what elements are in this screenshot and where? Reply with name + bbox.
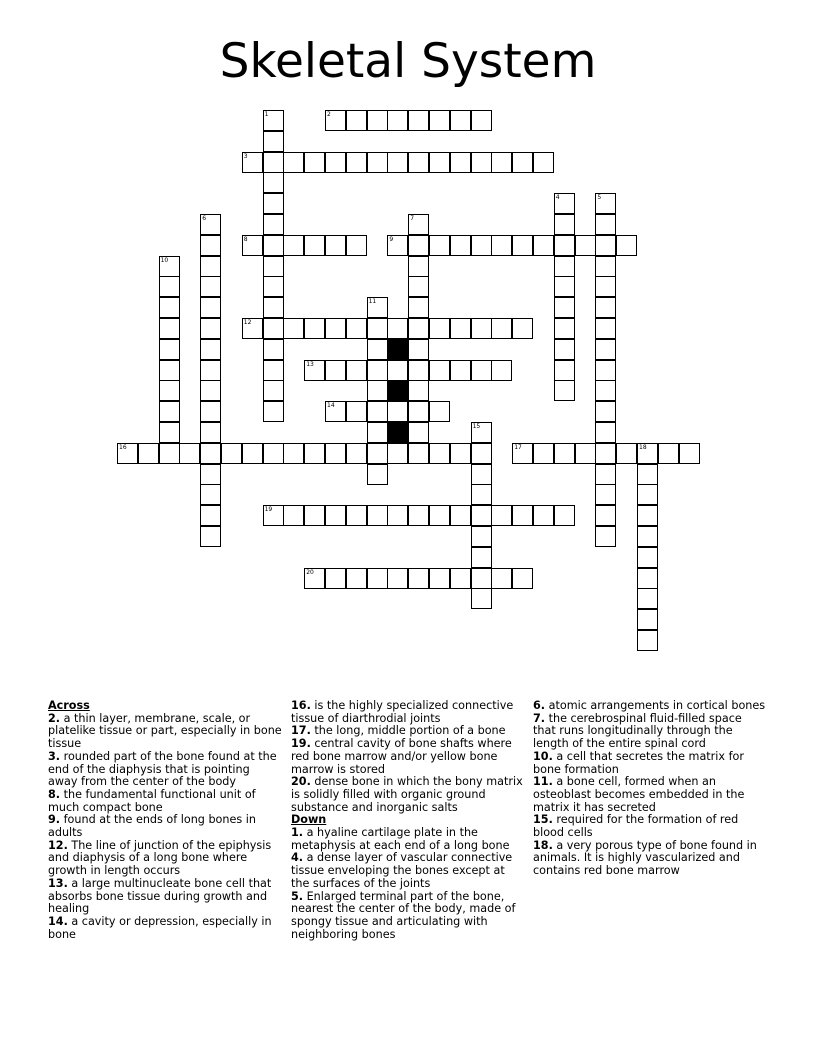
down-clue (533, 840, 767, 878)
grid-cell[interactable] (512, 152, 533, 173)
clue-number: 19. (291, 737, 311, 751)
clue-number-label: 3 (243, 152, 248, 160)
grid-cell[interactable] (367, 318, 388, 339)
grid-cell[interactable] (471, 318, 492, 339)
clue-number: 11. (533, 775, 553, 789)
grid-cell[interactable] (325, 110, 346, 131)
grid-cell[interactable] (408, 110, 429, 131)
grid-cell[interactable] (471, 568, 492, 589)
clue-text: a cavity or depression, especially in bone (48, 914, 272, 941)
grid-cell[interactable] (159, 318, 180, 339)
grid-cell[interactable] (304, 152, 325, 173)
grid-cell[interactable] (595, 193, 616, 214)
puzzle-title: Skeletal System (219, 34, 597, 89)
clue-number: 2. (48, 711, 61, 725)
grid-cell[interactable] (263, 380, 284, 401)
grid-cell[interactable] (491, 360, 512, 381)
across-clue (48, 713, 282, 751)
grid-cell[interactable] (429, 360, 450, 381)
grid-cell[interactable] (325, 152, 346, 173)
clue-number-label: 8 (243, 235, 248, 243)
grid-cell[interactable] (408, 568, 429, 589)
grid-cell[interactable] (429, 318, 450, 339)
grid-cell[interactable] (575, 235, 596, 256)
grid-cell[interactable] (471, 484, 492, 505)
across-clue (48, 751, 282, 789)
grid-cell[interactable] (658, 443, 679, 464)
grid-cell[interactable] (346, 568, 367, 589)
down-clue (291, 852, 525, 890)
grid-cell[interactable] (200, 360, 221, 381)
grid-cell[interactable] (408, 401, 429, 422)
grid-cell[interactable] (595, 464, 616, 485)
clue-number: 4. (291, 851, 304, 865)
grid-cell[interactable] (242, 443, 263, 464)
across-clue (48, 789, 282, 814)
grid-cell[interactable] (408, 235, 429, 256)
clue-number-label: 16 (119, 443, 127, 451)
grid-cell[interactable] (450, 568, 471, 589)
down-heading: Down (291, 813, 327, 827)
grid-cell[interactable] (263, 152, 284, 173)
clue-text: found at the ends of long bones in adults (48, 813, 256, 840)
grid-cell[interactable] (387, 318, 408, 339)
grid-cell[interactable] (471, 235, 492, 256)
grid-cell[interactable] (575, 443, 596, 464)
grid-cell[interactable] (429, 152, 450, 173)
grid-cell[interactable] (263, 360, 284, 381)
grid-cell[interactable] (429, 505, 450, 526)
grid-cell[interactable] (346, 152, 367, 173)
grid-cell[interactable] (408, 297, 429, 318)
clue-number-label: 5 (597, 194, 602, 202)
grid-cell[interactable] (283, 152, 304, 173)
grid-cell[interactable] (595, 214, 616, 235)
grid-cell[interactable] (367, 152, 388, 173)
grid-cell[interactable] (159, 360, 180, 381)
grid-cell[interactable] (325, 235, 346, 256)
clue-number: 10. (533, 749, 553, 763)
grid-cell[interactable] (387, 360, 408, 381)
grid-cell[interactable] (367, 110, 388, 131)
grid-cell[interactable] (491, 505, 512, 526)
clue-number-label: 2 (327, 111, 331, 118)
grid-cell[interactable] (367, 297, 388, 318)
grid-cell[interactable] (595, 256, 616, 277)
grid-cell[interactable] (367, 443, 388, 464)
grid-cell[interactable] (263, 297, 284, 318)
clue-text: required for the formation of red blood cells (533, 813, 739, 840)
grid-cell[interactable] (450, 235, 471, 256)
grid-cell[interactable] (200, 297, 221, 318)
clue-text: a cell that secretes the matrix for bone formation (533, 749, 744, 776)
grid-cell[interactable] (554, 318, 575, 339)
clue-number: 6. (533, 699, 546, 712)
grid-cell[interactable] (471, 547, 492, 568)
grid-cell[interactable] (367, 360, 388, 381)
grid-cell[interactable] (595, 339, 616, 360)
clue-number: 12. (48, 838, 68, 852)
across-heading: Across (48, 699, 90, 712)
grid-cell[interactable] (616, 443, 637, 464)
grid-cell[interactable] (512, 505, 533, 526)
grid-cell[interactable] (200, 464, 221, 485)
grid-cell[interactable] (450, 318, 471, 339)
grid-cell[interactable] (304, 360, 325, 381)
grid-cell[interactable] (471, 464, 492, 485)
grid-cell[interactable] (450, 152, 471, 173)
grid-cell[interactable] (471, 422, 492, 443)
clue-number: 15. (533, 813, 553, 827)
grid-cell[interactable] (491, 235, 512, 256)
clue-number-label: 6 (202, 215, 207, 222)
grid-cell[interactable] (159, 422, 180, 443)
down-clue (533, 814, 767, 839)
grid-cell[interactable] (554, 214, 575, 235)
across-clue (291, 700, 525, 725)
grid-cell[interactable] (637, 588, 658, 609)
across-clue (48, 878, 282, 916)
grid-cell[interactable] (471, 443, 492, 464)
grid-cell[interactable] (408, 276, 429, 297)
grid-cell[interactable] (471, 526, 492, 547)
grid-cell[interactable] (595, 505, 616, 526)
grid-cell[interactable] (408, 380, 429, 401)
grid-cell[interactable] (387, 152, 408, 173)
clue-text: a dense layer of vascular connective tissue enveloping the bones except at the surfaces of the joints (291, 851, 513, 890)
grid-cell[interactable] (554, 443, 575, 464)
across-clue (48, 814, 282, 839)
grid-cell[interactable] (450, 360, 471, 381)
grid-cell[interactable] (367, 380, 388, 401)
grid-cell[interactable] (304, 568, 325, 589)
black-square (387, 380, 408, 401)
grid-cell[interactable] (408, 318, 429, 339)
grid-cell[interactable] (263, 235, 284, 256)
grid-cell[interactable] (554, 360, 575, 381)
grid-cell[interactable] (159, 339, 180, 360)
grid-cell[interactable] (387, 443, 408, 464)
grid-cell[interactable] (533, 152, 554, 173)
grid-cell[interactable] (200, 256, 221, 277)
grid-cell[interactable] (512, 568, 533, 589)
black-square (387, 339, 408, 360)
clue-text: dense bone in which the bony matrix is solidly filled with organic ground substance and inorganic salts (291, 775, 523, 814)
grid-cell[interactable] (367, 568, 388, 589)
clue-number: 7. (533, 711, 546, 725)
grid-cell[interactable] (595, 318, 616, 339)
across-clue (291, 776, 525, 814)
grid-cell[interactable] (200, 484, 221, 505)
grid-cell[interactable] (346, 505, 367, 526)
grid-cell[interactable] (263, 318, 284, 339)
grid-cell[interactable] (450, 110, 471, 131)
clue-text: a hyaline cartilage plate in the metaphysis at each end of a long bone (291, 826, 510, 852)
grid-cell[interactable] (637, 484, 658, 505)
grid-cell[interactable] (200, 380, 221, 401)
grid-cell[interactable] (159, 256, 180, 277)
clue-number-label: 4 (555, 194, 560, 202)
clue-text: atomic arrangements in cortical bones (545, 699, 766, 712)
grid-cell[interactable] (387, 505, 408, 526)
grid-cell[interactable] (263, 401, 284, 422)
clue-text: The line of junction of the epiphysis and diaphysis of a long bone where growth in length occurs (48, 838, 272, 878)
grid-cell[interactable] (471, 152, 492, 173)
grid-cell[interactable] (554, 256, 575, 277)
down-clue (533, 713, 767, 751)
grid-cell[interactable] (512, 443, 533, 464)
grid-cell[interactable] (200, 401, 221, 422)
grid-cell[interactable] (429, 401, 450, 422)
clue-text: a large multinucleate bone cell that absorbs bone tissue during growth and healing (48, 876, 272, 916)
grid-cell[interactable] (533, 235, 554, 256)
clue-text: the long, middle portion of a bone (310, 724, 506, 738)
clue-text: central cavity of bone shafts where red bone marrow and/or yellow bone marrow is stored (291, 737, 512, 776)
grid-cell[interactable] (304, 505, 325, 526)
clue-number: 5. (291, 889, 304, 903)
grid-cell[interactable] (325, 360, 346, 381)
clue-number-label: 1 (264, 111, 269, 118)
grid-cell[interactable] (637, 443, 658, 464)
grid-cell[interactable] (408, 505, 429, 526)
grid-cell[interactable] (242, 235, 263, 256)
clue-number-label: 12 (243, 319, 252, 326)
grid-cell[interactable] (159, 443, 180, 464)
clue-number-label: 7 (410, 215, 415, 222)
down-clue (291, 891, 525, 942)
grid-cell[interactable] (387, 110, 408, 131)
clue-number-label: 14 (327, 402, 335, 410)
grid-cell[interactable] (367, 339, 388, 360)
clue-number-label: 15 (472, 423, 481, 430)
black-square (387, 422, 408, 443)
grid-cell[interactable] (429, 443, 450, 464)
clue-text: the cerebrospinal fluid-filled space that runs longitudinally through the length of the entire spinal cord (533, 711, 742, 751)
grid-cell[interactable] (491, 318, 512, 339)
grid-cell[interactable] (367, 505, 388, 526)
grid-cell[interactable] (346, 360, 367, 381)
grid-cell[interactable] (637, 547, 658, 568)
grid-cell[interactable] (595, 401, 616, 422)
grid-cell[interactable] (242, 152, 263, 173)
grid-cell[interactable] (533, 505, 554, 526)
grid-cell[interactable] (471, 505, 492, 526)
clues-column-2 (291, 700, 525, 941)
grid-cell[interactable] (637, 609, 658, 630)
grid-cell[interactable] (304, 443, 325, 464)
grid-cell[interactable] (408, 360, 429, 381)
grid-cell[interactable] (242, 318, 263, 339)
grid-cell[interactable] (200, 422, 221, 443)
grid-cell[interactable] (554, 380, 575, 401)
grid-cell[interactable] (304, 235, 325, 256)
grid-cell[interactable] (387, 568, 408, 589)
grid-cell[interactable] (616, 235, 637, 256)
grid-cell[interactable] (221, 443, 242, 464)
grid-cell[interactable] (637, 630, 658, 651)
grid-cell[interactable] (179, 443, 200, 464)
grid-cell[interactable] (595, 297, 616, 318)
grid-cell[interactable] (159, 276, 180, 297)
grid-cell[interactable] (471, 588, 492, 609)
clue-number: 13. (48, 876, 68, 890)
grid-cell[interactable] (408, 256, 429, 277)
grid-cell[interactable] (471, 360, 492, 381)
grid-cell[interactable] (138, 443, 159, 464)
grid-cell[interactable] (346, 110, 367, 131)
grid-cell[interactable] (263, 110, 284, 131)
clues-column-3 (533, 700, 767, 878)
clue-text: a thin layer, membrane, scale, or platelike tissue or part, especially in bone tissue (48, 711, 282, 751)
clue-number: 20. (291, 775, 311, 789)
grid-cell[interactable] (595, 276, 616, 297)
grid-cell[interactable] (346, 443, 367, 464)
clue-number-label: 9 (389, 235, 394, 243)
clue-number: 9. (48, 813, 61, 827)
grid-cell[interactable] (595, 235, 616, 256)
grid-cell[interactable] (263, 214, 284, 235)
grid-cell[interactable] (387, 401, 408, 422)
grid-cell[interactable] (637, 464, 658, 485)
grid-cell[interactable] (263, 172, 284, 193)
clue-text: a bone cell, formed when an osteoblast becomes embedded in the matrix it has secreted (533, 775, 745, 814)
grid-cell[interactable] (429, 568, 450, 589)
grid-cell[interactable] (263, 443, 284, 464)
clue-text: is the highly specialized connective tissue of diarthrodial joints (291, 699, 514, 725)
grid-cell[interactable] (491, 568, 512, 589)
grid-cell[interactable] (554, 339, 575, 360)
grid-cell[interactable] (595, 443, 616, 464)
grid-cell[interactable] (533, 443, 554, 464)
grid-cell[interactable] (491, 152, 512, 173)
clue-number: 17. (291, 724, 311, 738)
grid-cell[interactable] (554, 276, 575, 297)
clue-number-label: 10 (160, 256, 169, 264)
clue-number: 8. (48, 787, 61, 801)
grid-cell[interactable] (159, 380, 180, 401)
clue-number: 18. (533, 838, 553, 852)
grid-cell[interactable] (367, 464, 388, 485)
grid-cell[interactable] (263, 505, 284, 526)
grid-cell[interactable] (159, 401, 180, 422)
grid-cell[interactable] (200, 235, 221, 256)
grid-cell[interactable] (325, 505, 346, 526)
grid-cell[interactable] (408, 422, 429, 443)
grid-cell[interactable] (367, 401, 388, 422)
grid-cell[interactable] (637, 505, 658, 526)
grid-cell[interactable] (554, 297, 575, 318)
across-clue (48, 916, 282, 941)
grid-cell[interactable] (595, 526, 616, 547)
grid-cell[interactable] (346, 235, 367, 256)
clue-number-label: 19 (264, 506, 273, 514)
grid-cell[interactable] (554, 235, 575, 256)
grid-cell[interactable] (408, 152, 429, 173)
clue-text: a very porous type of bone found in animals. It is highly vascularized and contains red bone marrow (533, 838, 757, 878)
grid-cell[interactable] (200, 443, 221, 464)
grid-cell[interactable] (200, 526, 221, 547)
grid-cell[interactable] (263, 131, 284, 152)
clue-number-label: 17 (514, 443, 522, 451)
grid-cell[interactable] (325, 318, 346, 339)
grid-cell[interactable] (325, 401, 346, 422)
grid-cell[interactable] (554, 193, 575, 214)
grid-cell[interactable] (512, 318, 533, 339)
grid-cell[interactable] (637, 568, 658, 589)
grid-cell[interactable] (408, 443, 429, 464)
grid-cell[interactable] (408, 214, 429, 235)
grid-cell[interactable] (595, 380, 616, 401)
clue-number-label: 13 (306, 360, 314, 368)
grid-cell[interactable] (679, 443, 700, 464)
grid-cell[interactable] (595, 360, 616, 381)
grid-cell[interactable] (387, 235, 408, 256)
grid-cell[interactable] (471, 110, 492, 131)
grid-cell[interactable] (325, 443, 346, 464)
clue-text: rounded part of the bone found at the end of the diaphysis that is pointing away from the center of the body (48, 749, 277, 789)
grid-cell[interactable] (117, 443, 138, 464)
clue-number: 16. (291, 699, 311, 712)
grid-cell[interactable] (283, 443, 304, 464)
grid-cell[interactable] (367, 422, 388, 443)
grid-cell[interactable] (263, 339, 284, 360)
grid-cell[interactable] (450, 505, 471, 526)
grid-cell[interactable] (346, 401, 367, 422)
grid-cell[interactable] (200, 505, 221, 526)
grid-cell[interactable] (200, 318, 221, 339)
down-clue (533, 776, 767, 814)
grid-cell[interactable] (450, 443, 471, 464)
grid-cell[interactable] (200, 339, 221, 360)
grid-cell[interactable] (595, 484, 616, 505)
grid-cell[interactable] (512, 235, 533, 256)
clue-number-label: 11 (368, 298, 377, 306)
grid-cell[interactable] (429, 110, 450, 131)
grid-cell[interactable] (637, 526, 658, 547)
clue-text: the fundamental functional unit of much compact bone (48, 787, 256, 814)
grid-cell[interactable] (429, 235, 450, 256)
grid-cell[interactable] (595, 422, 616, 443)
grid-cell[interactable] (304, 318, 325, 339)
clue-text: Enlarged terminal part of the bone, nearest the center of the body, made of spongy tissue and articulating with neighboring bones (291, 889, 516, 941)
across-clue (48, 840, 282, 878)
clue-number-label: 20 (306, 568, 314, 576)
clue-number-label: 18 (639, 443, 647, 451)
grid-cell[interactable] (554, 505, 575, 526)
grid-cell[interactable] (263, 276, 284, 297)
grid-cell[interactable] (325, 568, 346, 589)
down-clue (533, 751, 767, 776)
clues-column-1 (48, 700, 282, 941)
grid-cell[interactable] (283, 318, 304, 339)
grid-cell[interactable] (408, 339, 429, 360)
grid-cell[interactable] (159, 297, 180, 318)
grid-cell[interactable] (200, 276, 221, 297)
clue-number: 3. (48, 749, 61, 763)
grid-cell[interactable] (263, 193, 284, 214)
clue-number: 14. (48, 914, 68, 928)
across-clue (291, 738, 525, 776)
down-clue (291, 827, 525, 852)
grid-cell[interactable] (283, 235, 304, 256)
clue-number: 1. (291, 826, 304, 840)
grid-cell[interactable] (283, 505, 304, 526)
grid-cell[interactable] (263, 256, 284, 277)
grid-cell[interactable] (200, 214, 221, 235)
grid-cell[interactable] (346, 318, 367, 339)
